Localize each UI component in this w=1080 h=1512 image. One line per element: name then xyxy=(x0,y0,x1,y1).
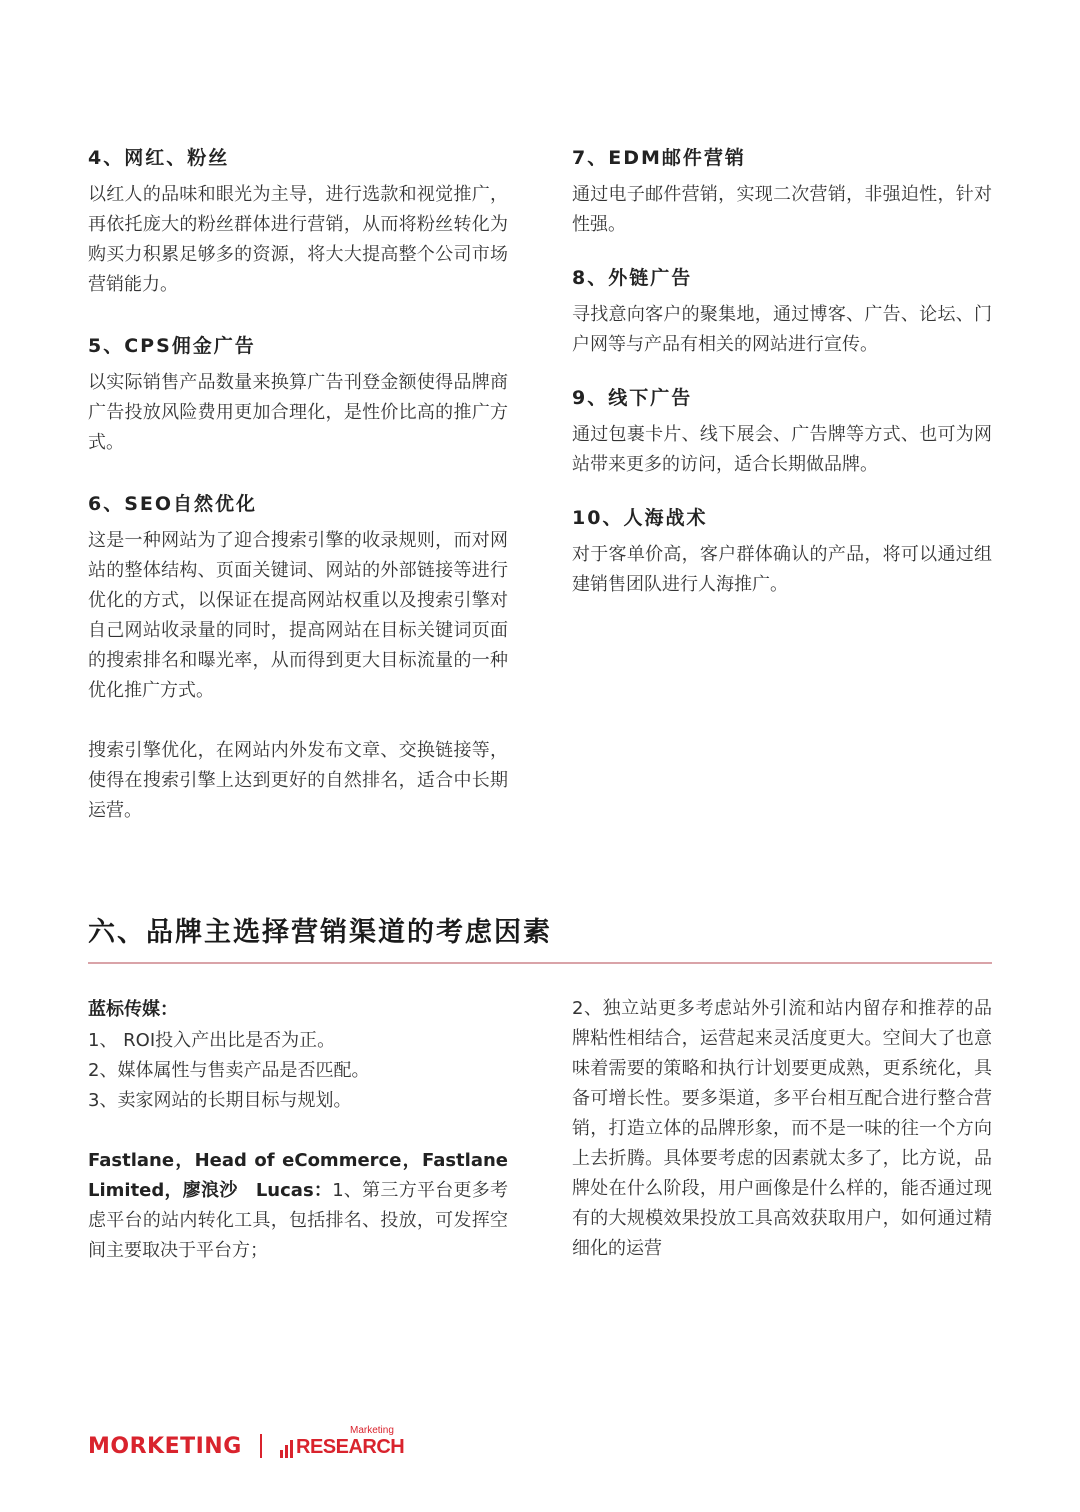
lanbiao-line-1: 1、 ROI投入产出比是否为正。 xyxy=(88,1030,336,1051)
item-title: 5、CPS佣金广告 xyxy=(88,335,256,357)
item-7 xyxy=(572,140,992,240)
right-column xyxy=(572,140,992,600)
item-title: 4、网红、粉丝 xyxy=(88,147,230,169)
research-logo: RESEARCH xyxy=(296,1436,405,1458)
item-body: 这是一种网站为了迎合搜索引擎的收录规则，而对网站的整体结构、页面关键词、网站的外部链接等进行优化的方式，以保证在提高网站权重以及搜索引擎对自己网站收录量的同时，提高网站在目标关键词页面的搜索排名和曝光率，从而得到更大目标流量的一种优化推广方式。 xyxy=(88,530,508,701)
item-title: 8、外链广告 xyxy=(572,267,693,289)
item-title: 6、SEO自然优化 xyxy=(88,493,258,515)
item-body: 对于客单价高，客户群体确认的产品，将可以通过组建销售团队进行人海推广。 xyxy=(572,544,992,595)
lanbiao-line-3: 3、卖家网站的长期目标与规划。 xyxy=(88,1090,352,1111)
item-body: 寻找意向客户的聚集地，通过博客、广告、论坛、门户网等与产品有相关的网站进行宣传。 xyxy=(572,304,992,355)
item-title: 9、线下广告 xyxy=(572,387,693,409)
footer-logos xyxy=(88,1425,418,1468)
section-left-column xyxy=(88,994,508,1266)
lanbiao-line-2: 2、媒体属性与售卖产品是否匹配。 xyxy=(88,1060,370,1081)
item-body: 通过电子邮件营销，实现二次营销，非强迫性，针对性强。 xyxy=(572,184,992,235)
left-column xyxy=(88,140,508,826)
item-4 xyxy=(88,140,508,300)
morketing-logo: MORKETING xyxy=(88,1434,242,1459)
item-body: 以红人的品味和眼光为主导，进行选款和视觉推广，再依托庞大的粉丝群体进行营销，从而将粉丝转化为购买力积累足够多的资源，将大大提高整个公司市场营销能力。 xyxy=(88,184,508,295)
section-right-column xyxy=(572,994,992,1264)
item-body: 以实际销售产品数量来换算广告刊登金额使得品牌商广告投放风险费用更加合理化，是性价比高的推广方式。 xyxy=(88,372,508,453)
lanbiao-label: 蓝标传媒： xyxy=(88,999,178,1020)
item-title: 7、EDM邮件营销 xyxy=(572,147,746,169)
item-body-2: 搜索引擎优化，在网站内外发布文章、交换链接等，使得在搜索引擎上达到更好的自然排名，适合中长期运营。 xyxy=(88,740,508,821)
fastlane-speaker: Fastlane，Head of eCommerce，Fastlane Limited，廖浪沙 Lucas： xyxy=(88,1150,508,1201)
item-title: 10、人海战术 xyxy=(572,507,708,529)
right-paragraph: 2、独立站更多考虑站外引流和站内留存和推荐的品牌粘性相结合，运营起来灵活度更大。空间大了也意味着需要的策略和执行计划要更成熟，更系统化，具备可增长性。要多渠道，多平台相互配合进行整合营销，打造立体的品牌形象，而不是一味的往一个方向上去折腾。具体要考虑的因素就太多了，比方说，品牌处在什么阶段，用户画像是什么样的，能否通过现有的大规模效果投放工具高效获取用户，如何通过精细化的运营 xyxy=(572,998,992,1259)
research-logo-small: Marketing xyxy=(350,1425,394,1436)
item-6 xyxy=(88,486,508,826)
section-header xyxy=(88,908,992,964)
item-9 xyxy=(572,380,992,480)
section-divider xyxy=(88,962,992,964)
item-body: 通过包裹卡片、线下展会、广告牌等方式、也可为网站带来更多的访问，适合长期做品牌。 xyxy=(572,424,992,475)
logo-divider xyxy=(260,1434,262,1458)
item-5 xyxy=(88,328,508,458)
section-title: 六、品牌主选择营销渠道的考虑因素 xyxy=(88,917,552,948)
bar-chart-icon xyxy=(280,1440,294,1458)
fastlane-text: 1、第三方平台更多考虑平台的站内转化工具，包括排名、投放，可发挥空间主要取决于平台方； xyxy=(88,1180,509,1261)
item-8 xyxy=(572,260,992,360)
item-10 xyxy=(572,500,992,600)
fastlane-paragraph xyxy=(88,1146,508,1266)
